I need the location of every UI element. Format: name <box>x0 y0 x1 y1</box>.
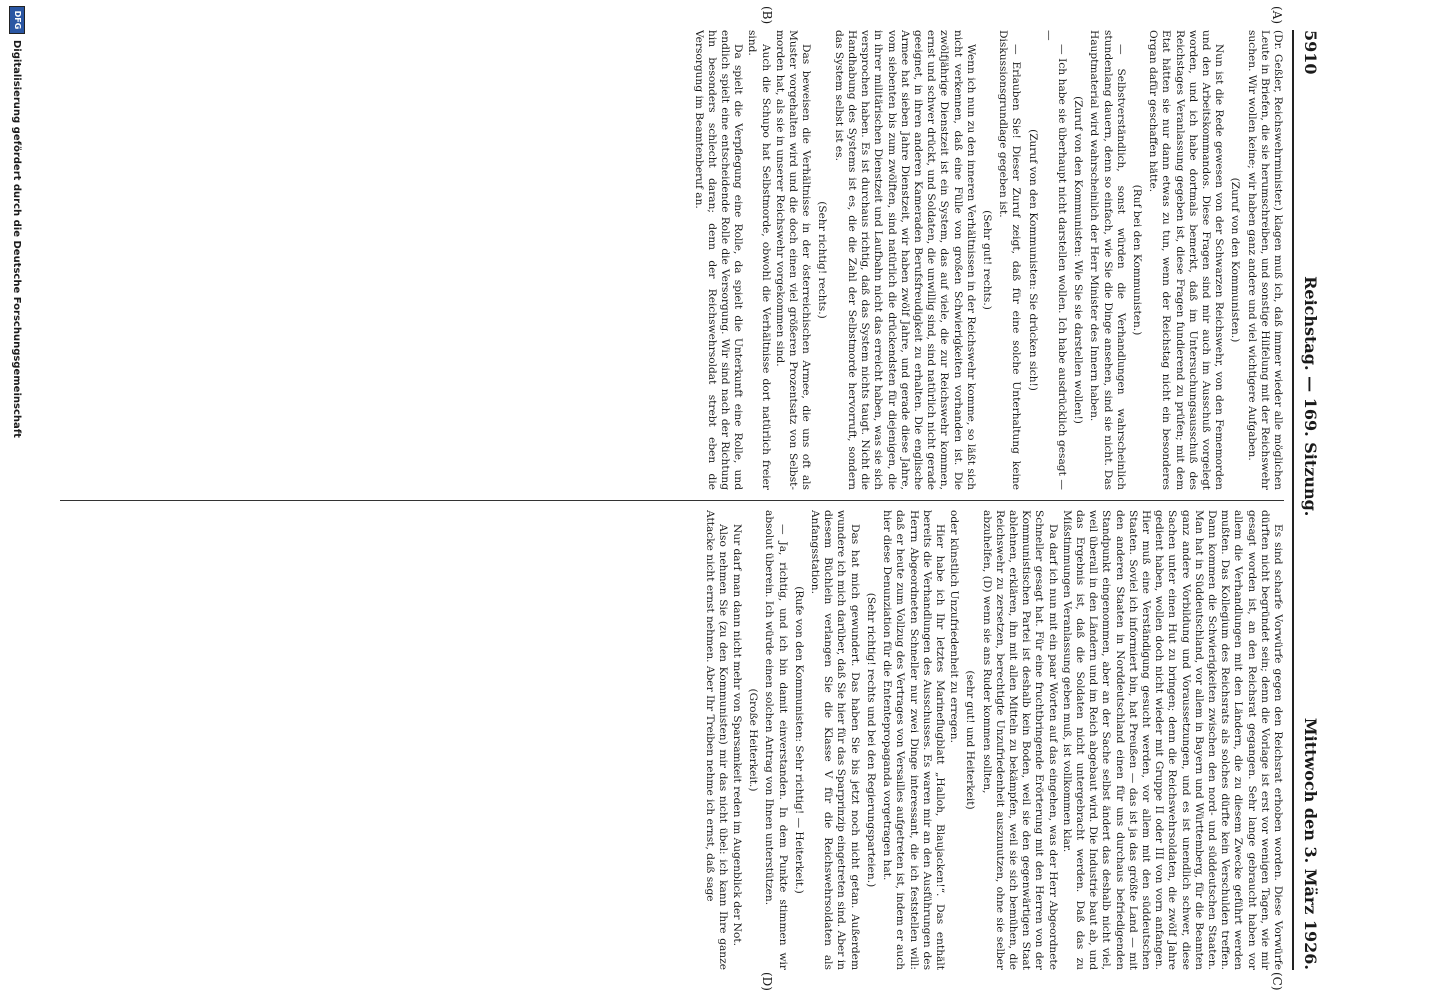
paragraph: Nur darf man dann nicht mehr von Sparsamkeit reden im Augenblick der Not. <box>731 524 744 947</box>
column-divider <box>60 500 1284 501</box>
interjection: (Rufe von den Kommunisten: Sehr richtig! — Heiterkeit.) <box>792 586 805 894</box>
footer-text: Digitalisierung gefördert durch die Deutsche Forschungsgemeinschaft <box>11 40 23 438</box>
interjection: (Große Heiterkeit.) <box>747 688 760 792</box>
interjection: (Zuruf von den Kommunisten.) <box>1229 177 1242 343</box>
paragraph: oder künstlich Unzufriedenheit zu erregen. <box>948 510 961 743</box>
interjection: (sehr gut! und Heiterkeit) <box>964 670 977 810</box>
page-footer <box>5 0 29 1000</box>
paragraph: Hier habe ich Ihr letztes Marineflugblatt „Halloh, Blaujacken!“. Das enthält bereits die Verhandlungen des Ausschusses. Es waren mir an den Ausführungen des Herrn Abgeordneten Schneller nur zwei Dinge interessant, die ich feststellen will: daß er heute zum Vollzug des Vertrages von Versailles aufgetreten ist, indem er auch hier diese Denunziation für die Ententepropaganda vorgetragen hat. <box>881 510 946 970</box>
header-rule <box>1292 30 1294 970</box>
paragraph: Es sind scharfe Vorwürfe gegen den Reichsrat erhoben worden. Diese Vorwürfe dürften nicht begründet sein; denn die Vorlage ist erst vor wenigen Tagen, wie mir gesagt worden ist, an den Reichsrat gegangen. Sehr lange gebraucht haben vor allem die Verhandlungen mit den Ländern, die zu diesem Zwecke geführt werden mußten. Das Kollegium des Reichsrats als solches dürfte kein Verschulden treffen. Dann kommen die Schwierigkeiten zwischen den nord- und süddeutschen Staaten. Man hat in Süddeutschland, vor allem in Bayern und Württemberg, für die Beamten ganz andere Vorbildung und Voraussetzungen, und es ist unendlich schwer, diese Sachen unter einen Hut zu bringen; denn die Reichswehrsoldaten, die zwölf Jahre gedient haben, wollen doch nicht wieder mit Gruppe II oder III von vorn anfangen. Hier muß eine Verständigung gesucht werden, vor allem mit den süddeutschen Staaten. Soviel ich informiert bin, hat Preußen — das ist ja das größte Land — mit den anderen Staaten in Norddeutschland einen für uns durchaus befriedigenden Standpunkt eingenommen, aber an der Sache selbst ändert das deshalb nicht viel, weil überall in den Ländern und im Reich abgebaut wird. Die Industrie baut ab, und das Ergebnis ist, daß die Soldaten nicht untergebracht werden. Daß das zu Mißstimmungen Veranlassung geben muß, ist vollkommen klar. <box>1060 510 1284 970</box>
margin-mark-b: (B) <box>760 6 774 25</box>
margin-mark-d: (D) <box>760 972 774 991</box>
margin-mark-c: (C) <box>1270 972 1284 991</box>
paragraph: Das hat mich gewundert. Das haben Sie bis jetzt noch nicht getan. Außerdem wundere ich mich darüber, daß Sie hier für das Sparprinzip eingetreten sind. Aber in diesem Büchlein verlangen Sie die Klasse V für die Reichswehrsoldaten als Anfangsstation. <box>809 510 861 970</box>
interjection: (Sehr richtig! rechts und bei den Regierungsparteien.) <box>864 592 877 888</box>
paragraph: — Ja, richtig, und ich bin damit einverstanden. In dem Punkte stimmen wir absolut überein. Ich würde einen solchen Antrag von Ihnen unterstützen. <box>763 510 789 970</box>
paragraph: Da darf ich nun mit ein paar Worten auf das eingehen, was der Herr Abgeordnete Schneller gesagt hat. Für eine fruchtbringende Erörterung mit den Herren von der Kommunistischen Partei ist deshalb kein Boden, weil sie den gegenwärtigen Staat ablehnen, erklären, ihn mit allen Mitteln zu bekämpfen, weil sie sich bemühen, die Reichswehr zu zersetzen, berechtigte Unzufriedenheit auszunutzen, ohne sie selber abzuhelfen, (D) wenn sie ans Ruder kommen sollten, <box>980 510 1059 970</box>
page-number: 5910 <box>1301 30 1321 75</box>
interjection: (Sehr richtig! rechts.) <box>816 201 829 319</box>
paragraph: Nun ist die Rede gewesen von der Schwarzen Reichswehr, von den Fememorden und den Arbeitskommandos. Diese Fragen sind mir auch im Ausschuß vorgelegt worden, und ich habe dortmals bemerkt, daß im Untersuchungsausschuß des Reichstages Veranlassung gegeben ist, diese Fragen fundierend zu prüfen; mit dem Etat hätten sie nur dann etwas zu tun, wenn der Reichstag nicht ein besonderes Organ dafür geschaffen hätte. <box>1147 30 1226 490</box>
paragraph: — Ich habe sie überhaupt nicht darstellen wollen. Ich habe ausdrücklich gesagt — — <box>1042 30 1068 490</box>
interjection: (Zuruf von den Kommunisten: Wie Sie sie darstellen wollen!) <box>1072 96 1085 424</box>
interjection: (Sehr gut! rechts.) <box>980 210 993 310</box>
page-header <box>1296 30 1326 970</box>
paragraph: Das beweisen die Verhältnisse in der österreichischen Armee, die uns oft als Muster vorgehalten wird und die doch einen viel größeren Prozentsatz von Selbstmorden hat, als sie in unserer Reichswehr vorgekommen sind. <box>773 30 813 490</box>
paragraph: Da spielt die Verpflegung eine Rolle, da spielt die Unterkunft eine Rolle, und endlich spielt eine entscheidende Rolle die Versorgung. Wir sind nach der Richtung hin besonders schlecht daran; denn der Reichswehrsoldat strebt eben die Versorgung im Beamtenberuf an. <box>692 30 745 490</box>
paragraph: Also nehmen Sie (zu den Kommunisten) mir das nicht übel: ich kann Ihre ganze Attacke nicht ernst nehmen. Aber Ihr Treiben nehme ich ernst, daß sage <box>703 510 729 970</box>
interjection: (Zuruf von den Kommunisten: Sie drücken sich!) <box>1026 129 1039 391</box>
dfg-logo: DFG <box>9 6 25 34</box>
paragraph: — Selbstverständlich, sonst würden die Verhandlungen wahrscheinlich stundenlang dauern, denn so einfach, wie Sie die Dinge ansehen, sind sie nicht. Das Hauptmaterial wird wahrscheinlich der Herr Minister des Innern haben. <box>1088 30 1127 490</box>
paragraph: Auch die Schupo hat Selbstmorde, obwohl die Verhältnisse dort natürlich freier sind. <box>746 30 772 490</box>
paragraph: — Erlauben Sie! Dieser Zuruf zeigt, daß für eine solche Unterhaltung keine Diskussionsgrundlage gegeben ist. <box>997 30 1023 490</box>
session-date: Mittwoch den 3. März 1926. <box>1301 717 1321 970</box>
margin-mark-a: (A) <box>1270 6 1284 25</box>
interjection: (Ruf bei den Kommunisten.) <box>1130 184 1143 336</box>
paragraph: Wenn ich nun zu den inneren Verhältnissen in der Reichswehr komme, so läßt sich nicht verkennen, daß eine Fülle von großen Schwierigkeiten vorhanden ist. Die zwölfjährige Dienstzeit ist ein System, das auf viele, die zur Reichswehr kommen, ernst und schwer drückt, und Soldaten, die unwillig sind, sind natürlich nicht gerade geeignet, in ihren anderen Kameraden Berufsfreudigkeit zu erhalten. Die englische Armee hat sieben Jahre Dienstzeit, wir haben zwölf Jahre, und gerade diese Jahre, vom siebenten bis zum zwölften, sind natürlich die drückendsten für diejenigen, die in ihrer militärischen Dienstzeit und Laufbahn nicht das erreicht haben, was sie sich versprochen haben. Es ist durchaus richtig, daß das System nichts taugt. Nicht die Handhabung des Systems ist es, die die Zahl der Selbstmorde hervorruft, sondern das System selbst ist es. <box>832 30 977 490</box>
session-title: Reichstag. — 169. Sitzung. <box>1301 276 1321 517</box>
left-column <box>60 30 1284 490</box>
paragraph: (Dr. Geßler, Reichswehrminister.) klagen muß ich, daß immer wieder alle möglichen Leute in Briefen, die sie herumschreiben, und sonstige Hilfelung mit der Reichswehr suchen. Wir wollen keine; wir haben ganz andere und viel wichtigere Aufgaben. <box>1245 30 1284 490</box>
right-column <box>60 510 1284 970</box>
